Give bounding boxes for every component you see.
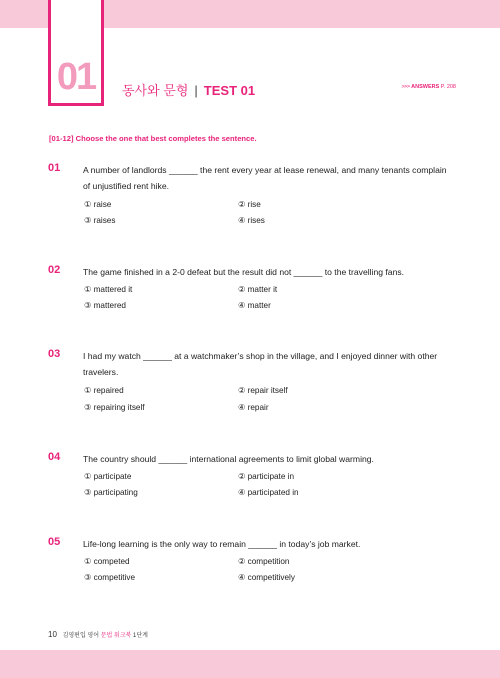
option-4: ④ rises: [238, 216, 265, 225]
question-stem: The country should ______ international agreements to limit global warming.: [83, 454, 374, 464]
option-4: ④ participated in: [238, 488, 299, 497]
option-2: ② competition: [238, 557, 290, 566]
answers-page: P. 208: [440, 84, 456, 90]
question-number: 02: [48, 264, 61, 276]
option-2: ② repair itself: [238, 386, 288, 395]
option-1: ① competed: [84, 557, 130, 566]
question-stem: Life-long learning is the only way to remain ______ in today’s job market.: [83, 539, 361, 549]
chapter-number-box: [48, 0, 104, 106]
book-prefix: 김영편입 영어: [62, 633, 100, 639]
option-3: ③ participating: [84, 488, 138, 497]
question-number: 01: [48, 162, 61, 174]
question-stem: A number of landlords ______ the rent every year at lease renewal, and many tenants complain of unjustified rent hike.: [83, 165, 447, 191]
book-suffix: 1단계: [133, 633, 148, 639]
option-1: ① repaired: [84, 386, 124, 395]
instruction: [01-12] Choose the one that best completes the sentence.: [49, 134, 257, 143]
title-test: TEST 01: [203, 83, 256, 98]
book-highlight: 문법 워크북: [100, 633, 132, 639]
arrows-icon: >>>: [401, 84, 410, 90]
option-2: ② matter it: [238, 285, 278, 294]
option-4: ④ repair: [238, 403, 269, 412]
option-4: ④ matter: [238, 301, 271, 310]
option-3: ③ repairing itself: [84, 403, 145, 412]
question-number: 04: [48, 451, 61, 463]
question-number: 03: [48, 348, 61, 360]
page-footer: [48, 630, 148, 639]
question-stem: The game finished in a 2-0 defeat but the result did not ______ to the travelling fans.: [83, 267, 405, 277]
title-separator: |: [194, 83, 198, 98]
option-1: ① participate: [84, 472, 132, 481]
option-1: ① raise: [84, 200, 112, 209]
option-4: ④ competitively: [238, 573, 295, 582]
option-2: ② participate in: [238, 472, 295, 481]
option-1: ① mattered it: [84, 285, 133, 294]
chapter-number: 01: [56, 56, 96, 98]
option-3: ③ mattered: [84, 301, 126, 310]
page-title: [122, 80, 255, 99]
option-3: ③ raises: [84, 216, 116, 225]
title-korean: 동사와 문형: [122, 83, 189, 98]
answers-label: ANSWERS: [411, 84, 440, 90]
answers-reference: [401, 84, 456, 90]
page-number: 10: [48, 630, 57, 639]
option-3: ③ competitive: [84, 573, 136, 582]
question-stem: I had my watch ______ at a watchmaker’s shop in the village, and I enjoyed dinner with other travelers.: [83, 351, 438, 377]
question-number: 05: [48, 536, 61, 548]
option-2: ② rise: [238, 200, 261, 209]
bottom-color-band: [0, 650, 500, 678]
